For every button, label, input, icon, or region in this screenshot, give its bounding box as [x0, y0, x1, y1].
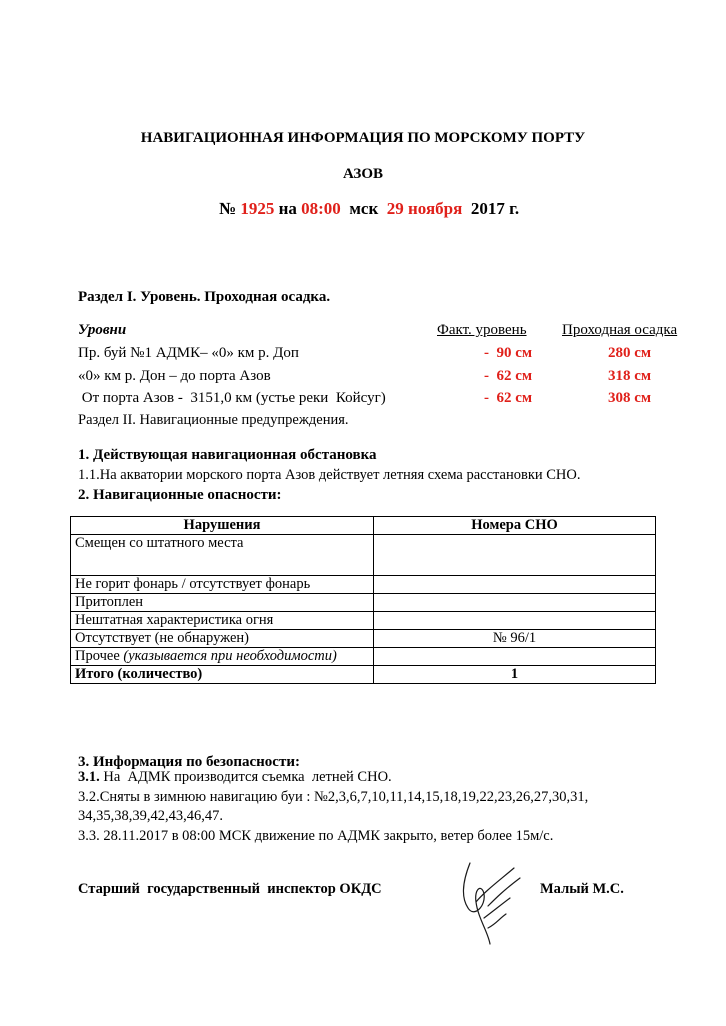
safety-item-2-line2: 34,35,38,39,42,43,46,47.	[78, 808, 223, 824]
level-row-draft: 280 см	[608, 345, 652, 361]
violation-cell: Отсутствует (не обнаружен)	[71, 630, 374, 648]
table-row-total	[71, 666, 656, 684]
table-row	[71, 630, 656, 648]
other-label: Прочее	[75, 648, 124, 664]
numbers-cell	[374, 576, 656, 594]
fact-level-header: Факт. уровень	[437, 322, 527, 338]
violations-header: Нарушения	[71, 517, 374, 535]
other-note: (указывается при необходимости)	[123, 648, 337, 664]
safety-item-1-text: На АДМК производится съемка летней СНО.	[99, 769, 392, 785]
levels-header: Уровни	[78, 322, 127, 338]
level-row-label: «0» км р. Дон – до порта Азов	[78, 368, 271, 384]
number-prefix: №	[219, 199, 241, 218]
violation-cell: Притоплен	[71, 594, 374, 612]
table-row-other	[71, 648, 656, 666]
issue-date: 29 ноября	[386, 199, 463, 218]
safety-item-3: 3.3. 28.11.2017 в 08:00 МСК движение по АДМК закрыто, ветер более 15м/с.	[78, 828, 554, 844]
nav-situation-text: 1.1.На акватории морского порта Азов действует летняя схема расстановки СНО.	[78, 467, 581, 483]
violation-cell: Смещен со штатного места	[71, 535, 374, 576]
numbers-cell	[374, 535, 656, 576]
level-row-label: От порта Азов - 3151,0 км (устье реки Койсуг)	[78, 390, 386, 406]
document-title: НАВИГАЦИОННАЯ ИНФОРМАЦИЯ ПО МОРСКОМУ ПОРТУ	[140, 130, 586, 146]
section2-title: Раздел II. Навигационные предупреждения.	[78, 412, 349, 428]
port-name: АЗОВ	[342, 166, 384, 182]
signature-image	[448, 858, 528, 948]
sno-numbers-header: Номера СНО	[374, 517, 656, 535]
numbers-cell	[374, 612, 656, 630]
draft-header: Проходная осадка	[562, 322, 678, 338]
safety-item-1-number: 3.1.	[78, 769, 100, 785]
table-header-row	[71, 517, 656, 535]
inspector-name: Малый М.С.	[540, 881, 624, 897]
safety-item-2-line1: 3.2.Сняты в зимнюю навигацию буи : №2,3,6,7,10,11,14,15,18,19,22,23,26,27,30,31,	[78, 789, 589, 805]
level-row-fact: - 62 см	[484, 368, 533, 384]
issue-year: 2017 г.	[462, 199, 520, 218]
level-row-draft: 308 см	[608, 390, 652, 406]
violation-cell: Нештатная характеристика огня	[71, 612, 374, 630]
table-row	[71, 535, 656, 576]
level-row-fact: - 62 см	[484, 390, 533, 406]
level-row-fact: - 90 см	[484, 345, 533, 361]
section1-title: Раздел I. Уровень. Проходная осадка.	[78, 289, 331, 305]
issue-msk: мск	[340, 199, 387, 218]
violation-cell: Не горит фонарь / отсутствует фонарь	[71, 576, 374, 594]
table-row	[71, 576, 656, 594]
safety-item-1	[78, 769, 392, 786]
dangers-table	[70, 516, 656, 684]
safety-heading: 3. Информация по безопасности:	[78, 754, 300, 770]
level-row-draft: 318 см	[608, 368, 652, 384]
issue-at: на	[274, 199, 302, 218]
numbers-cell	[374, 594, 656, 612]
total-label: Итого (количество)	[71, 666, 374, 684]
inspector-position: Старший государственный инспектор ОКДС	[78, 881, 382, 897]
nav-dangers-heading: 2. Навигационные опасности:	[78, 487, 282, 503]
numbers-cell: № 96/1	[374, 630, 656, 648]
issue-line	[219, 199, 519, 219]
table-row	[71, 612, 656, 630]
issue-time: 08:00	[301, 199, 341, 218]
nav-situation-heading: 1. Действующая навигационная обстановка	[78, 447, 377, 463]
other-cell	[71, 648, 374, 666]
table-row	[71, 594, 656, 612]
issue-number: 1925	[240, 199, 275, 218]
level-row-label: Пр. буй №1 АДМК– «0» км р. Доп	[78, 345, 299, 361]
numbers-cell	[374, 648, 656, 666]
total-value: 1	[374, 666, 656, 684]
